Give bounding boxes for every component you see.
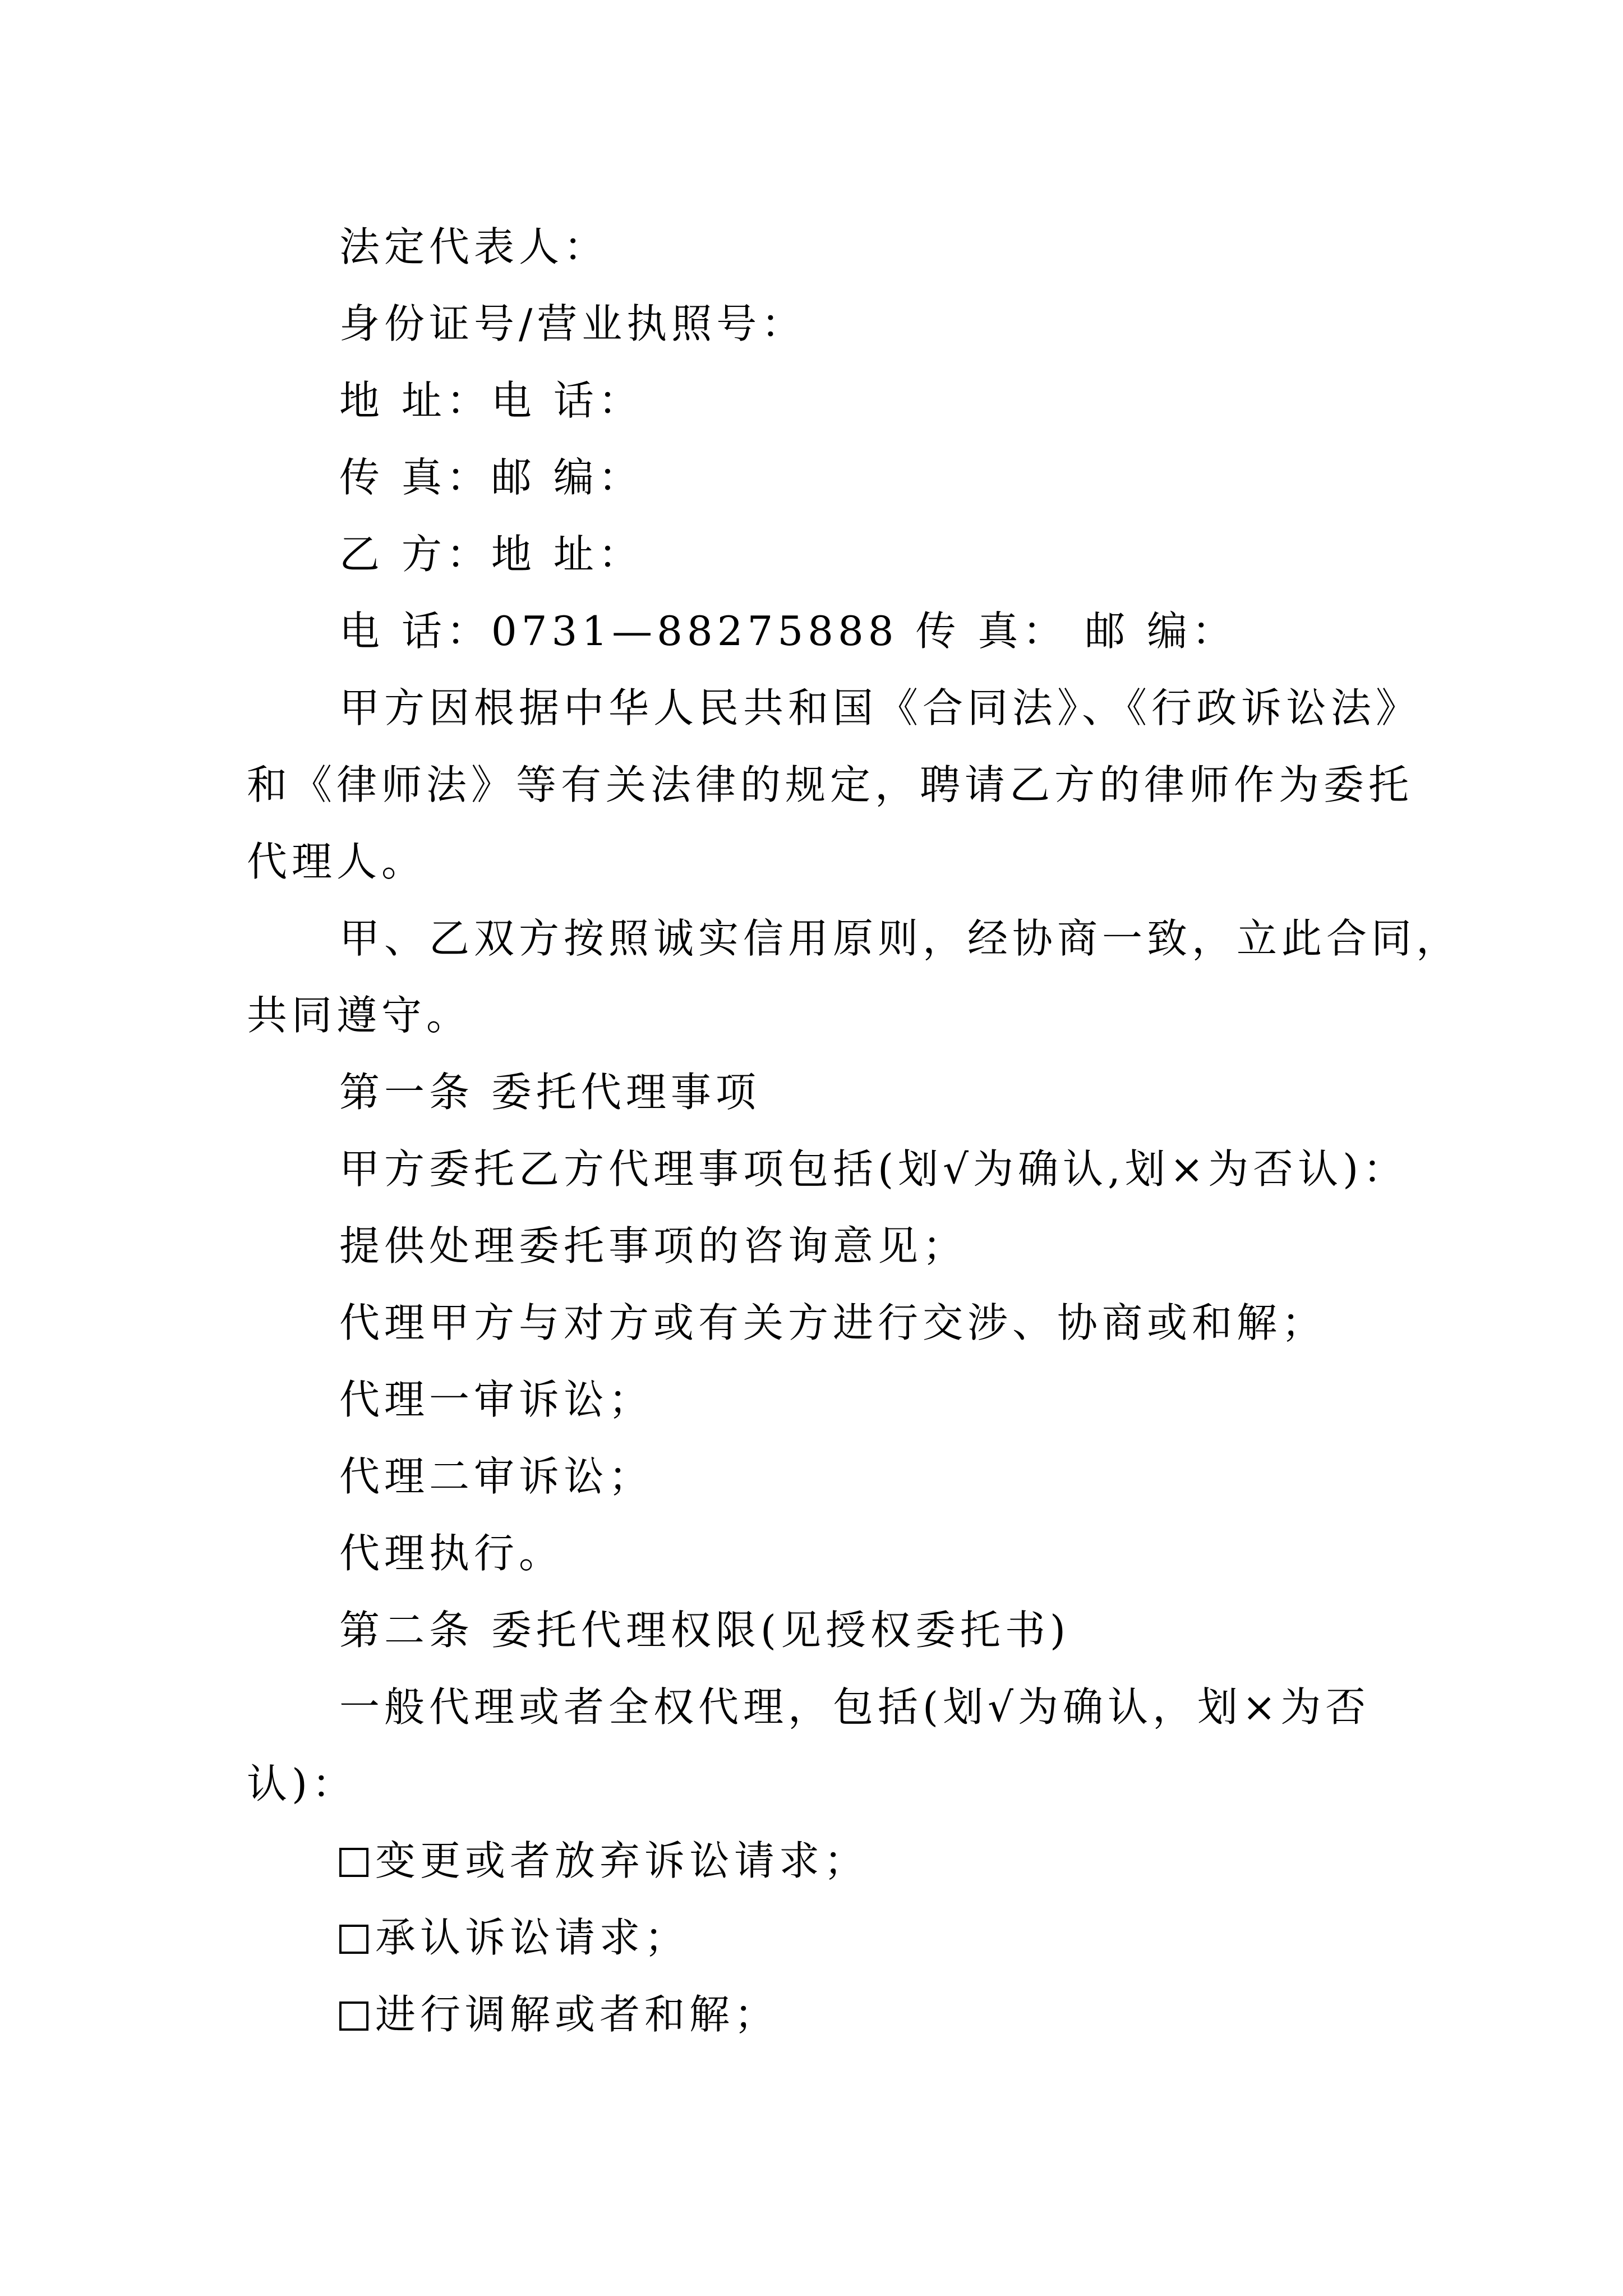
party-b-contact-line: 电 话：0731—88275888 传 真： 邮 编： — [339, 608, 1237, 655]
checkbox-icon — [339, 2001, 368, 2031]
checkbox-icon — [339, 1925, 368, 1954]
address-phone-line: 地 址：电 话： — [339, 377, 643, 424]
checkbox-item-label: 承认诉讼请求； — [375, 1914, 690, 1961]
paragraph-legal-basis-line-1: 甲方因根据中华人民共和国《合同法》、《行政诉讼法》 — [339, 684, 1421, 731]
article-1-item-execution: 代理执行。 — [339, 1530, 564, 1577]
checkbox-item-change-claim — [247, 1823, 1436, 1899]
article-1-item-second-instance: 代理二审诉讼； — [339, 1453, 654, 1500]
paragraph-legal-basis-line-3: 代理人。 — [247, 838, 427, 885]
article-2-heading: 第二条 委托代理权限(见授权委托书) — [339, 1607, 1071, 1654]
checkbox-icon — [339, 1848, 368, 1877]
checkbox-item-label: 进行调解或者和解； — [375, 1991, 780, 2038]
legal-representative-line: 法定代表人： — [339, 223, 609, 270]
article-1-item-consulting: 提供处理委托事项的咨询意见； — [339, 1222, 968, 1269]
article-1-intro: 甲方委托乙方代理事项包括(划√为确认,划×为否认)： — [339, 1145, 1408, 1193]
article-1-item-first-instance: 代理一审诉讼； — [339, 1376, 654, 1423]
checkbox-item-label: 变更或者放弃诉讼请求； — [375, 1837, 869, 1884]
paragraph-agreement-line-1: 甲、乙双方按照诚实信用原则，经协商一致，立此合同， — [339, 915, 1461, 962]
checkbox-item-mediation — [247, 1976, 1436, 2053]
checkbox-item-admit-claim — [247, 1899, 1436, 1976]
fax-postcode-line: 传 真：邮 编： — [339, 454, 643, 501]
document-body — [247, 209, 1461, 2053]
paragraph-legal-basis-line-2: 和《律师法》等有关法律的规定，聘请乙方的律师作为委托 — [247, 761, 1414, 808]
article-2-intro-line-1: 一般代理或者全权代理，包括(划√为确认，划×为否 — [339, 1683, 1371, 1731]
paragraph-agreement-line-2: 共同遵守。 — [247, 992, 472, 1039]
article-1-item-negotiation: 代理甲方与对方或有关方进行交涉、协商或和解； — [339, 1299, 1327, 1346]
id-license-number-line: 身份证号/营业执照号： — [339, 300, 806, 347]
article-1-heading: 第一条 委托代理事项 — [339, 1069, 760, 1116]
party-b-address-line: 乙 方：地 址： — [339, 531, 643, 578]
article-2-intro-line-2: 认)： — [247, 1760, 357, 1807]
